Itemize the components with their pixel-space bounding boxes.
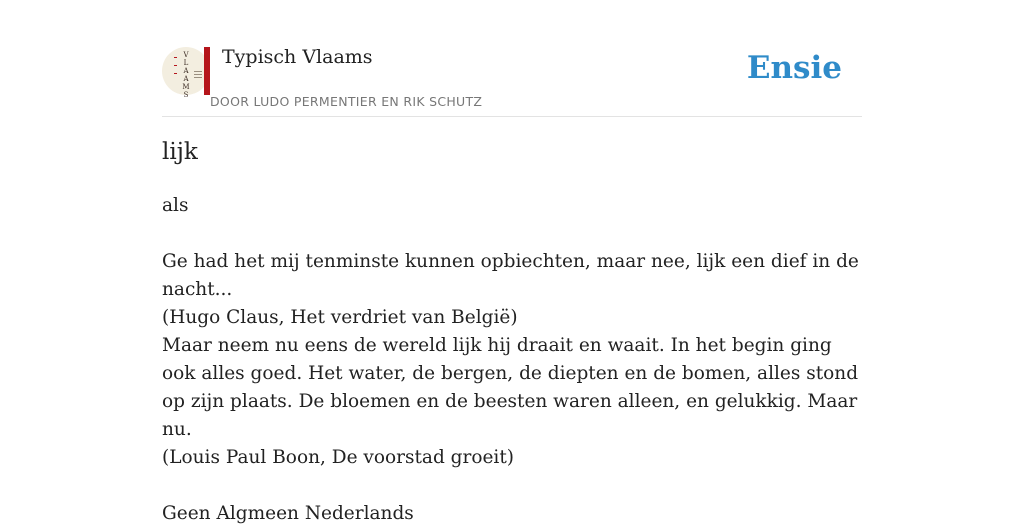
cover-text-lines (194, 71, 202, 80)
cover-tick (174, 73, 177, 74)
cover-tick (174, 65, 177, 66)
quote-text: Ge had het mij tenminste kunnen opbiechten, maar nee, lijk een dief in de nacht... (162, 251, 859, 300)
cover-spine (204, 47, 210, 95)
book-cover-image[interactable] (162, 47, 210, 99)
entry-body (162, 192, 862, 528)
quote-source: (Hugo Claus, Het verdriet van België) (162, 307, 518, 328)
quote-text: Maar neem nu eens de wereld lijk hij draait en waait. In het begin ging ook alles goed. Het water, de bergen, de diepten en de bomen, alles stond op zijn plaats. De bloemen en de beesten waren alleen, en gelukkig. Maar nu. (162, 335, 859, 440)
usage-note: Geen Algmeen Nederlands (162, 503, 414, 524)
entry-title: lijk (162, 139, 198, 165)
header (162, 44, 862, 117)
cover-letters: V L A A M S (182, 51, 190, 99)
book-title-link[interactable]: Typisch Vlaams (222, 46, 373, 68)
quote-source: (Louis Paul Boon, De voorstad groeit) (162, 447, 515, 468)
paragraph-gap (162, 472, 862, 500)
cover-tick (174, 57, 177, 58)
paragraph-gap (162, 220, 862, 248)
book-authors: DOOR LUDO PERMENTIER EN RIK SCHUTZ (210, 94, 483, 109)
ensie-logo-link[interactable]: Ensie (746, 50, 842, 86)
entry-definition: als (162, 195, 189, 216)
